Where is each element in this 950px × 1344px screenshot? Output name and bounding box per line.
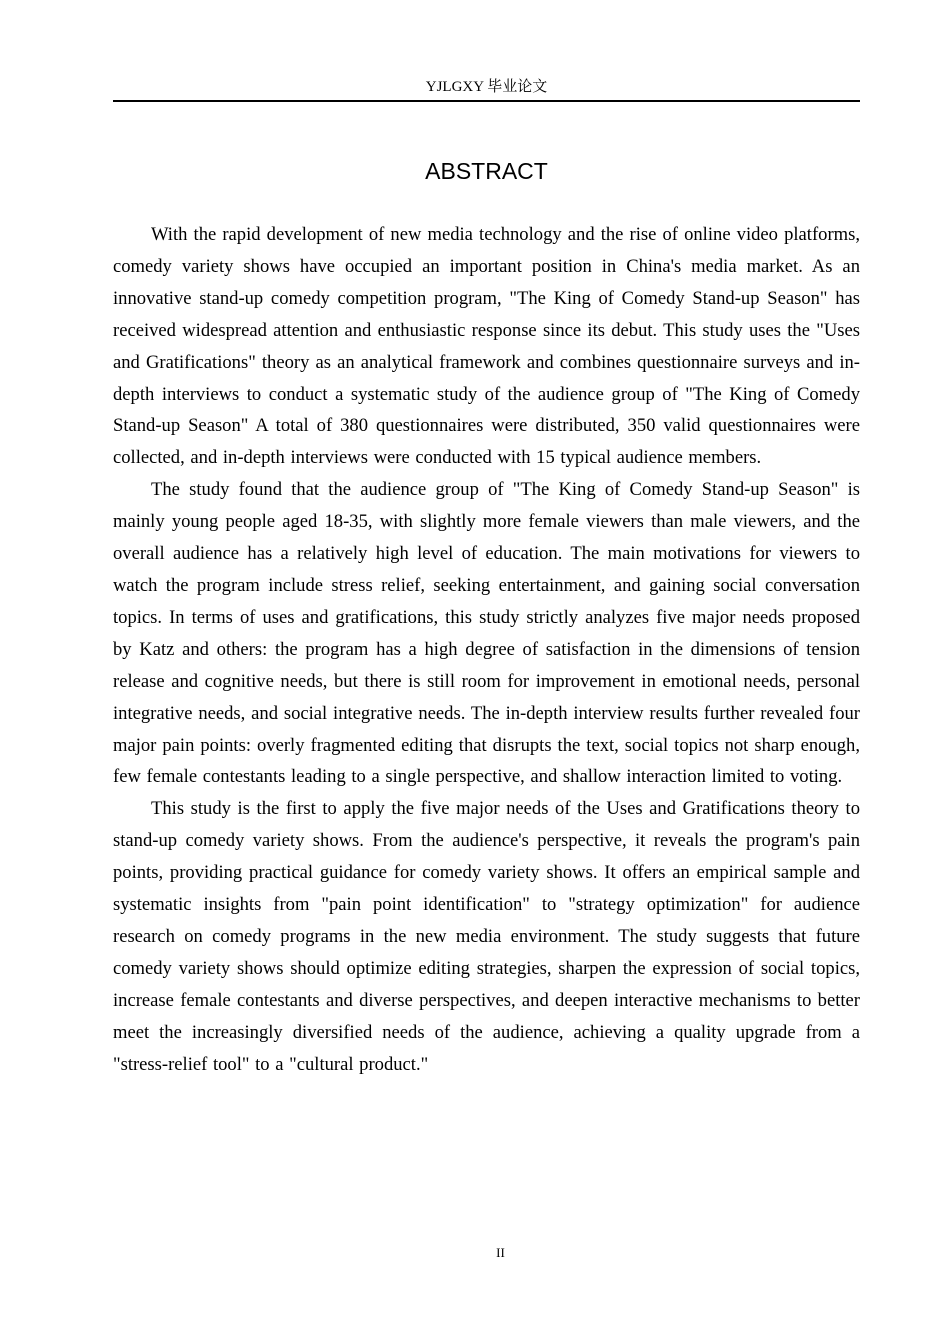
page-number: II (496, 1245, 505, 1260)
abstract-paragraph-2: The study found that the audience group of "The King of Comedy Stand-up Season" is mainly young people aged 18-35, with slightly more female viewers than male viewers, and the overall audience has a relatively high level of education. The main motivations for viewers to watch the program include stress relief, seeking entertainment, and gaining social conversation topics. In terms of uses and gratifications, this study strictly analyzes five major needs proposed by Katz and others: the program has a high degree of satisfaction in the dimensions of tension release and cognitive needs, but there is still room for improvement in emotional needs, personal integrative needs, and social integrative needs. The in-depth interview results further revealed four major pain points: overly fragmented editing that disrupts the text, social topics not sharp enough, few female contestants leading to a single perspective, and shallow interaction limited to voting. (113, 479, 860, 788)
abstract-paragraph-3: This study is the first to apply the five major needs of the Uses and Gratifications theory to stand-up comedy variety shows. From the audience's perspective, it reveals the program's pain points, providing practical guidance for comedy variety shows. It offers an empirical sample and systematic insights from "pain point identification" to "strategy optimization" for audience research on comedy programs in the new media environment. The study suggests that future comedy variety shows should optimize editing strategies, sharpen the expression of social topics, increase female contestants and diverse perspectives, and deepen interactive mechanisms to better meet the increasingly diversified needs of the audience, achieving a quality upgrade from a "stress-relief tool" to a "cultural product." (113, 798, 860, 1075)
abstract-paragraph-1: With the rapid development of new media technology and the rise of online video platforms, comedy variety shows have occupied an important position in China's media market. As an innovative stand-up comedy competition program, "The King of Comedy Stand-up Season" has received widespread attention and enthusiastic response since its debut. This study uses the "Uses and Gratifications" theory as an analytical framework and combines questionnaire surveys and in-depth interviews to conduct a systematic study of the audience group of "The King of Comedy Stand-up Season" A total of 380 questionnaires were distributed, 350 valid questionnaires were collected, and in-depth interviews were conducted with 15 typical audience members. (113, 224, 860, 469)
running-header: YJLGXY 毕业论文 (425, 79, 548, 95)
abstract-body (113, 219, 860, 1080)
header-rule (113, 100, 860, 102)
abstract-title: ABSTRACT (425, 158, 548, 184)
